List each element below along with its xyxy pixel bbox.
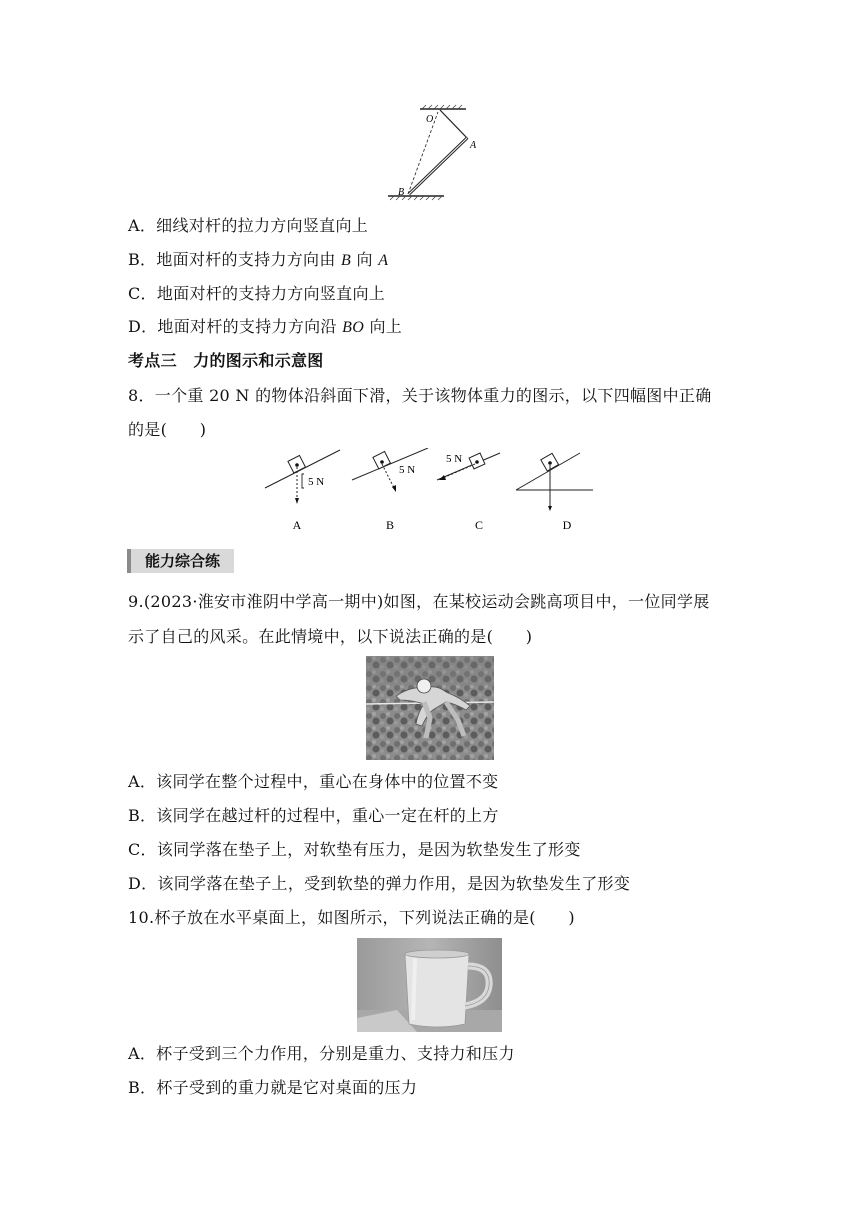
q8-fig-a-label: A: [292, 518, 302, 532]
q8-fig-a: [265, 450, 340, 532]
cup-photo: [357, 938, 502, 1032]
q8-stem-line2: 的是( ): [128, 420, 207, 439]
q9-option-a: A．该同学在整个过程中，重心在身体中的位置不变: [128, 772, 499, 791]
section-badge: 能力综合练: [127, 549, 234, 573]
q7-option-b: [128, 249, 388, 272]
q8-stem-line1: 8．一个重 20 N 的物体沿斜面下滑，关于该物体重力的图示，以下四幅图中正确: [128, 386, 712, 405]
q10-option-b: B．杯子受到的重力就是它对桌面的压力: [128, 1078, 418, 1097]
q7-option-d: [128, 316, 402, 339]
q7-option-b-text: B．地面对杆的支持力方向由: [128, 250, 342, 269]
q8-fig-d-label: D: [562, 518, 572, 532]
q8-fig-a-force: 5 N: [308, 476, 325, 488]
q8-figures: [260, 448, 605, 538]
q8-fig-b-force: 5 N: [399, 464, 416, 476]
q8-fig-d: [516, 453, 593, 532]
q10-option-a: A．杯子受到三个力作用，分别是重力、支持力和压力: [128, 1044, 515, 1063]
q10-stem: 10.杯子放在水平桌面上，如图所示，下列说法正确的是( ): [128, 908, 575, 927]
q8-fig-c: [437, 453, 500, 532]
section-title: 考点三 力的图示和示意图: [128, 351, 324, 370]
q9-stem-line2: 示了自己的风采。在此情境中，以下说法正确的是( ): [128, 627, 533, 646]
q7-option-b-mid: 向: [351, 250, 379, 269]
q7-option-d-text: D．地面对杆的支持力方向沿: [128, 317, 343, 336]
high-jump-photo: [366, 656, 494, 760]
q7-option-b-point2: A: [378, 252, 389, 269]
point-a-label: A: [470, 140, 477, 151]
q9-option-b: B．该同学在越过杆的过程中，重心一定在杆的上方: [128, 806, 499, 825]
q9-stem-line1: 9.(2023·淮安市淮阴中学高一期中)如图，在某校运动会跳高项目中，一位同学展: [128, 592, 710, 611]
q8-fig-b-label: B: [385, 518, 395, 532]
q8-fig-c-label: C: [474, 518, 484, 532]
q7-option-b-point1: B: [341, 252, 352, 269]
q7-option-a: A．细线对杆的拉力方向竖直向上: [128, 216, 369, 235]
q8-fig-b: [352, 448, 428, 532]
point-o-label: O: [426, 114, 434, 125]
q7-option-d-post: 向上: [364, 317, 403, 336]
point-b-label: B: [398, 187, 405, 198]
q7-option-c: C．地面对杆的支持力方向竖直向上: [128, 284, 386, 303]
q7-option-d-var: BO: [342, 319, 365, 336]
rod-figure: [380, 104, 490, 204]
q8-fig-c-force: 5 N: [446, 453, 463, 465]
q9-option-d: D．该同学落在垫子上，受到软垫的弹力作用，是因为软垫发生了形变: [128, 874, 631, 893]
q9-option-c: C．该同学落在垫子上，对软垫有压力，是因为软垫发生了形变: [128, 840, 581, 859]
